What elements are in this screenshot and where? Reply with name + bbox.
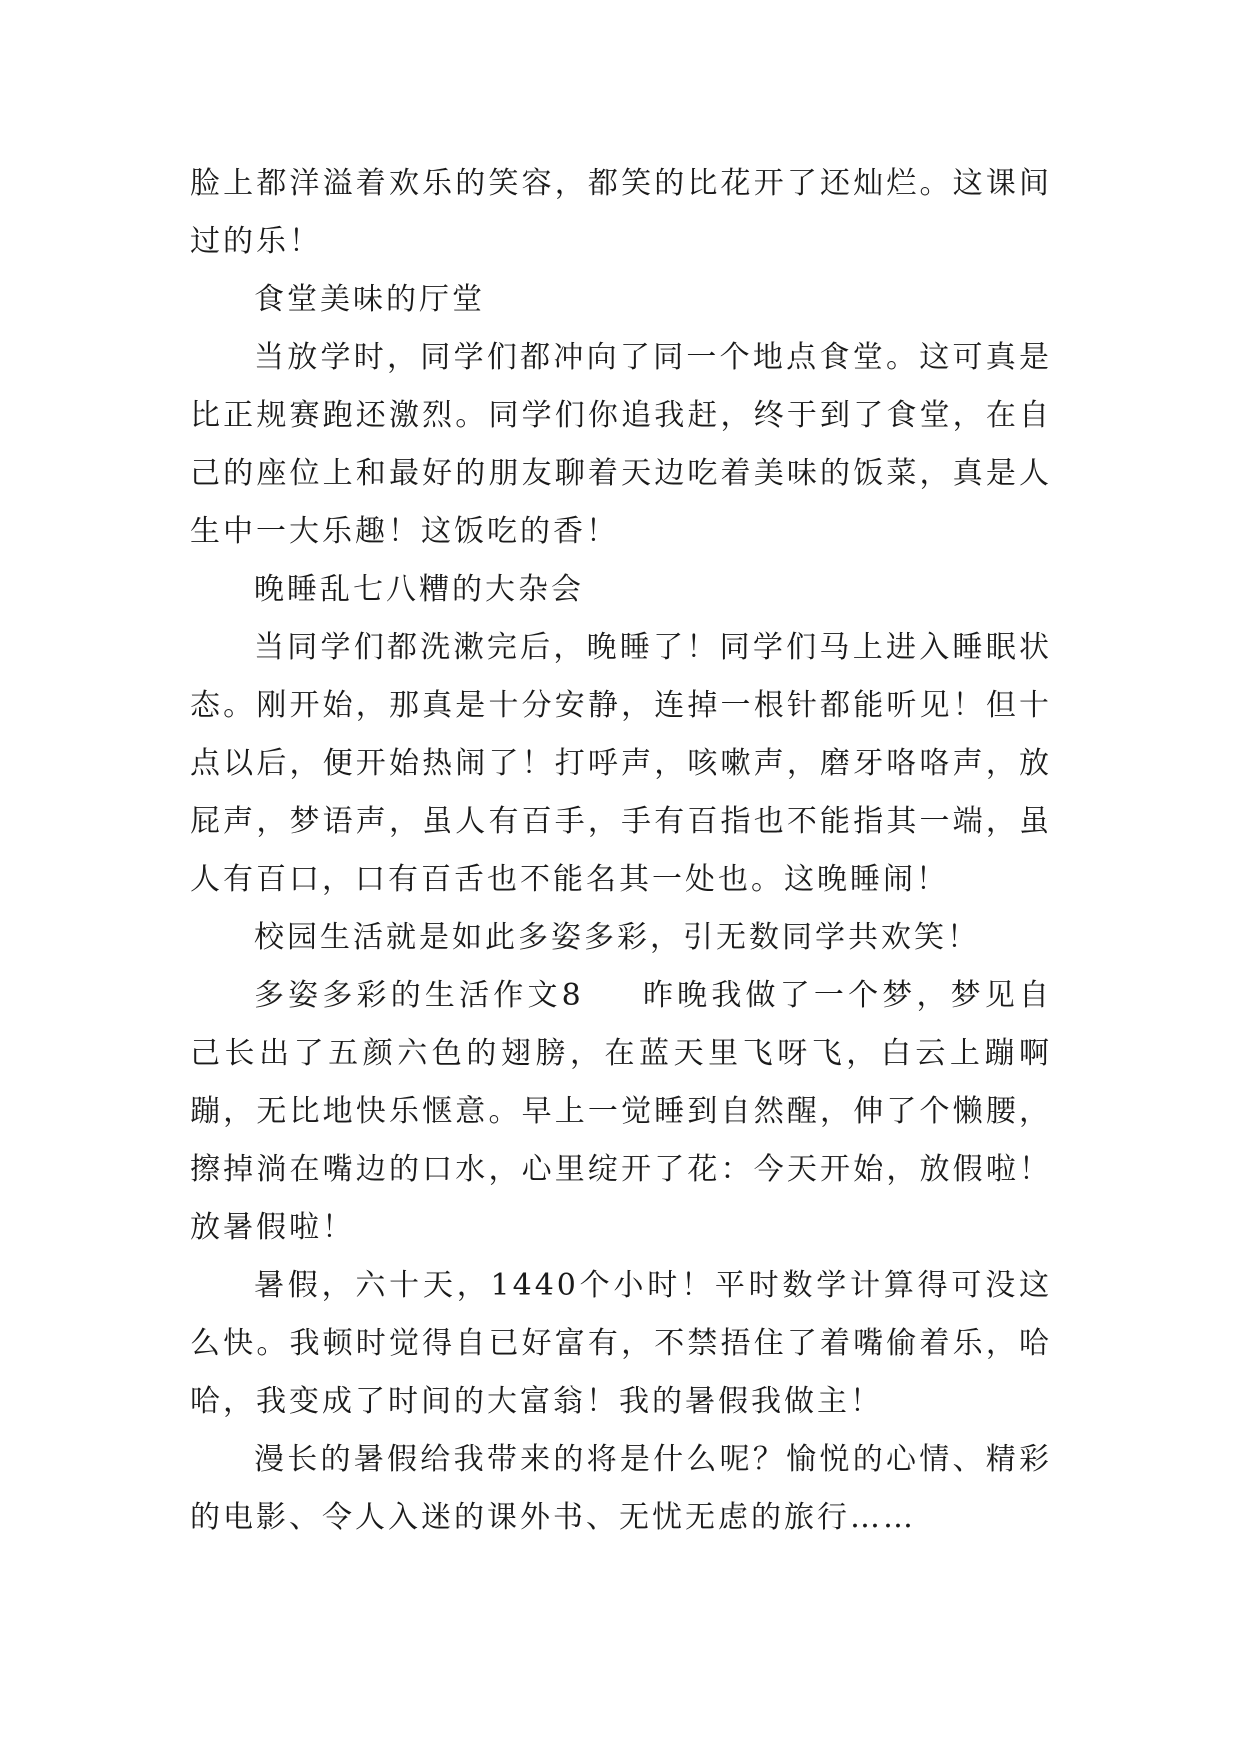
paragraph-campus-summary: 校园生活就是如此多姿多彩，引无数同学共欢笑！ — [254, 920, 980, 955]
paragraph-summer-expectations: 漫长的暑假给我带来的将是什么呢？愉悦的心情、精彩的电影、令人入迷的课外书、无忧无虑的旅行…… — [190, 1442, 1052, 1535]
paragraph-summer-time: 暑假，六十天，1440个小时！平时数学计算得可没这么快。我顿时觉得自已好富有，不禁捂住了着嘴偷着乐，哈哈，我变成了时间的大富翁！我的暑假我做主！ — [190, 1268, 1052, 1419]
essay-dream-text: 昨晚我做了一个梦，梦见自己长出了五颜六色的翅膀，在蓝天里飞呀飞，白云上蹦啊蹦，无比地快乐惬意。早上一觉睡到自然醒，伸了个懒腰，擦掉淌在嘴边的口水，心里绽开了花：今天开始，放假啦！放暑假啦！ — [190, 978, 1052, 1245]
essay-title: 多姿多彩的生活作文8 — [254, 978, 584, 1013]
section-heading-bedtime: 晚睡乱七八糟的大杂会 — [254, 572, 584, 607]
paragraph-essay-8-intro — [190, 967, 1052, 1257]
paragraph-canteen: 当放学时，同学们都冲向了同一个地点食堂。这可真是比正规赛跑还激烈。同学们你追我赶，终于到了食堂，在自己的座位上和最好的朋友聊着天边吃着美味的饭菜，真是人生中一大乐趣！这饭吃的香！ — [190, 340, 1052, 549]
paragraph-recess-ending: 脸上都洋溢着欢乐的笑容，都笑的比花开了还灿烂。这课间过的乐！ — [190, 166, 1052, 259]
section-heading-canteen: 食堂美味的厅堂 — [254, 282, 485, 317]
document-body — [190, 155, 1052, 1547]
paragraph-bedtime: 当同学们都洗漱完后，晚睡了！同学们马上进入睡眠状态。刚开始，那真是十分安静，连掉一根针都能听见！但十点以后，便开始热闹了！打呼声，咳嗽声，磨牙咯咯声，放屁声，梦语声，虽人有百手，手有百指也不能指其一端，虽人有百口，口有百舌也不能名其一处也。这晚睡闹！ — [190, 630, 1052, 897]
